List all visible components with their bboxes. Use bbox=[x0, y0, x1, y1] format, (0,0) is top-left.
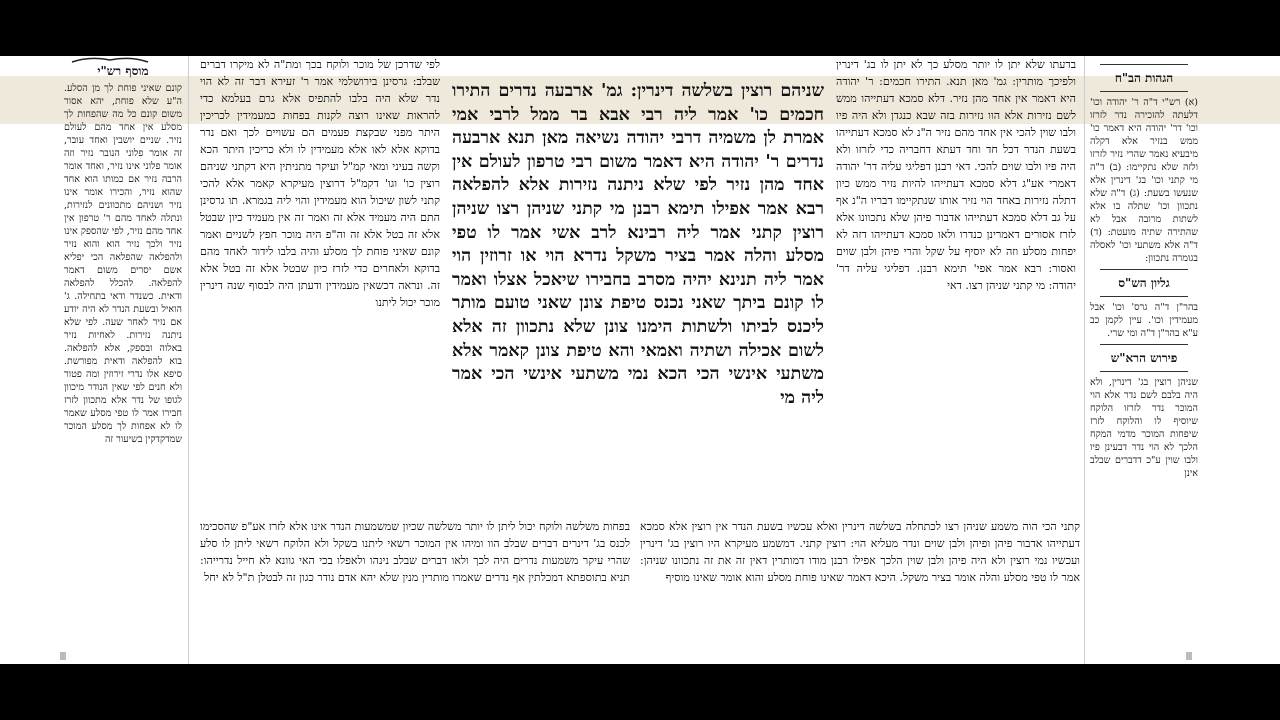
gilyon-text: בהר"ן ד"ה גרס' וכו' אבל מעמידין וכו'. עיין לקמן כב ע"א בהר"ן ד"ה ומי שרי. bbox=[1090, 302, 1198, 339]
ornament-rule bbox=[1100, 344, 1188, 345]
rashi-column bbox=[200, 56, 440, 516]
tosafot-text: בדעתו שלא יתן לו יותר מסלע כך לא יתן לו בג' דינרין ולפיכך מותרין: גמ' מאן תנא. התירו חכמים: ר' יהודה היא דאמר אין אחד מהן נזיר. דלא סמכא דעתייהו ממש לשם נזירות אלא הוו נזירות בזה שבא כנגדן ולא היה פיו ולבו שוין להכי אין אחד מהם נזיר ה"נ לא סמכא דעתייהו בשעת הנדר דכל חד וחד דעתא דחבריה כדי לזרזו ולא היה פיו ולבו שוים להכי. דאי רבנן דפליגי עליה דר' יהודה דאמרי אע"ג דלא סמכא דעתייהו להיות נזיר ממש כיון דתלה נזירות באחד הוי נזיר אותו שנתקיימו דבריו ה"נ אף על גב דלא סמכא דעתייהו אדבור פיהן שלא נתכוונו אלא לזרז אסורים דאמרינן כנדרו ולאו סמכא דעתייהו דזה לא יפחות מסלע וזה לא יוסיף על שקל והרי פיהן ולבן שוים ואסור: רבא אמר אפי' תימא רבנן. דפליגי עליה דר' יהודה: מי קתני שניהן רצו. דאי bbox=[836, 58, 1076, 292]
rosh-title: פירוש הרא"ש bbox=[1110, 351, 1178, 365]
bach-title: הגהות הב"ח bbox=[1114, 71, 1174, 85]
rosh-text: שניהן רוצין בג' דינרין, ולא היה בלבם לשם נדר אלא הוי המוכר נדר לזרזו הלוקח שיוסיף לו והלוקח לזרז שיפחות המוכר מדמי המקח הלכך לא הוי נדר דבעינן פיו ולבו שוין ע"כ דדברים שבלב אינן bbox=[1090, 377, 1198, 479]
musaf-title: מוסף רש"י bbox=[97, 64, 149, 78]
ornament-rule bbox=[1100, 371, 1188, 372]
musaf-text: קונם שאיני פוחת לך מן הסלע. ה"ע שלא פוחת, יהא אסור משום קונם כל מה שהפחות לך מסלע אין אחד מהם לעולם נזיר. שניים יושבין ואחד עובר, זה אומר פלוני הנובר נזיר וזה אומר פלוני אינו נזיר, ואחד אומר הרבה נזיר אם כמותו הוא אחד שהוא נזיר, והכירו אומר אינו נזיר ושניהם מתכוונים לנזירות, ונתלה לאחד מהם ר' טרפון אין אחד מהם נזיר, לפי שהספק אינו נזיר ולכך נזיר הוא והוא נזיר ולהפלאה שהפלאה הכי יפליא אשם יסרים משום דאמר להפלאה. להכלל להפלאה ודאית. כשנדר ודאי בתחילה. ג' הואיל ובשעת הנדר לא היה יודע אם נזיר לאחר שעה. לפי שלא ניתנה נזירות. לאחיות נזיר באלוה ובספק, אלא להפלאה. בוא להפלאה ודאית מפורשת. סיפא אלו נדרי זירוזין ומה פטור ולא חנים לפי שאין הנודר מיכוון לגופו של נדר אלא מתכוון לזרז חבירו אמר לו טפי מסלע שאמר לו לא אפחות לך מסלע המוכר שמדקדקין בשיעור זה bbox=[64, 83, 182, 445]
ornament-rule bbox=[1100, 269, 1188, 270]
divider bbox=[188, 56, 189, 664]
divider bbox=[1084, 56, 1085, 664]
rashi-bottom-text: בפחות משלשה ולוקח יכול ליתן לו יותר משלשה שכיון שמשמעות הנדר אינו אלא לזרז אע"פ שהסכימו לכנס בג' דינרים דברים שבלב הוו ומיהו אין המוכר רשאי ליתנו בשקל ולא הלוקח רשאי ליתן לו סלע שהרי עיקר משמעות נדרים היה לכך ולאו דברים שבלב נינהו ולאפלו בכי האי גוונא לא חייל נדרייהו: תניא בתוספתא דמכלתין אף נדרים שאמרו מותרין מנין שלא יהא אדם נודר כגון זה לבטלן ת"ל לא יחל bbox=[200, 520, 630, 584]
rashi-text: לפי שדרכן של מוכר ולוקח בכך ומת"ה לא מיקרו דברים שבלב: גרסינן בירושלמי אמר ר' זעירא דבר זה לא הוי נדר שלא היה בלבו להתפיס אלא גרם בעלמא כדי להראות שאינו רוצה לקנות בפחות כמעמידין לכריכין היתר מפני שבקצת פעמים הם עשויים לכך ואם נדר בדוקא אלא לאו אלא מעמידין לו ולא כריכין היתר הכא וקשה בעיני ומאי קמ"ל ועיקר מתניתין היא דקתני שניהם רוצין כו' וגו' דקמ"ל דרוצין מעיקרא קאמר אלא להכי קתני לשון שיכול הוא מעמידין והוי ליה בגמרא. תו גרסינן התם היה מעמיד אלא זה ואמר זה אין מעמיד כיון שבטל אלא זה בטל אלא זה וה"פ היה מוכר חפץ לשניים ואמר קונם שאיני פוחת לך מסלע והיה בלבו לידור לאחד מהם בדוקא ולאחרים כדי לזרז כיון שבטל אלא זה בטל אלא זה. ונראה דכשאין מעמידין ודעתן היה לבסוף שנה דינרין מוכר יכול ליתנו bbox=[200, 58, 440, 309]
tosafot-bottom bbox=[640, 518, 1080, 664]
ornament-rule bbox=[1100, 64, 1188, 65]
talmud-page bbox=[0, 56, 1280, 664]
gemara-column bbox=[452, 80, 824, 520]
ornament-rule bbox=[1100, 296, 1188, 297]
page-edge-mark bbox=[1186, 652, 1192, 660]
ornament-rule bbox=[1100, 91, 1188, 92]
bach-column bbox=[1090, 60, 1198, 660]
page-edge-mark bbox=[60, 652, 66, 660]
bach-text: (א) רש"י ד"ה ר' יהודה וכו' דלעתה להזכירה נדר לזרזו וכו' דר' יהודה היא דאמר כו' ממש בנזיר אלא דקלה מיבעיא נאמר שהרי נזיר לזרזו ולזה שלא נתקיימו: (ב) ד"ה מי קתני וכו' בג' דינרין אלא שנעשו בשעת: (ג) ד"ה שלא נתכוון וכו' שתלה בו אלא לשתות מרובה אבל לא שהתירה שתיה מועטת: (ד) ד"ה אלא משתעי וכו' לאסלה בגומרה נתכוון: bbox=[1090, 97, 1198, 264]
musaf-rashi-column bbox=[64, 60, 182, 660]
rashi-bottom bbox=[200, 518, 630, 664]
gilyon-title: גליון הש"ס bbox=[1118, 276, 1170, 290]
tosafot-bottom-text: קתני הכי הוה משמע שניהן רצו לכתחלה בשלשה דינרין ואלא עכשיו בשעת הנדר אין רוצין אלא סמכא דעתייהו אדבור פיהן ופיהן ולבן שוים ונדר מעליא הוי: רוצין קתני. דמשמע מעיקרא היו רוצין בג' דינרין ועכשיו נמי רוצין ולא היה פיהן ולבן שוין הלכך אפילו רבנן מודו דמותרין דאין זה את זה נתכוונו שניהן: אמר לו טפי מסלע והלה אומר בציר משקל. היכא דאמר שאינו פוחת מסלע והוא אומר שאינו מוסיף bbox=[640, 520, 1080, 584]
gemara-text: שניהם רוצין בשלשה דינרין: גמ' ארבעה נדרים התירו חכמים כו' אמר ליה רבי אבא בר ממל לרבי אמי אמרת לן משמיה דרבי יהודה נשיאה מאן תנא ארבעה נדרים ר' יהודה היא דאמר משום רבי טרפון לעולם אין אחד מהן נזיר לפי שלא ניתנה נזירות אלא להפלאה רבא אמר אפילו תימא רבנן מי קתני שניהן רצו שניהן רוצין קתני אמר ליה רבינא לרב אשי אמר לו טפי מסלע והלה אמר בציר משקל נדרא הוי או זרוזין הוי אמר ליה תנינא יהיה מסרב בחבירו שיאכל אצלו ואמר לו קונם ביתך שאני נכנס טיפת צונן שאני טועם מותר ליכנס לביתו ולשתות הימנו צונן שלא נתכוון זה אלא לשום אכילה ושתיה ואמאי והא טיפת צונן קאמר אלא משתעי אינשי הכי הכא נמי משתעי אינשי הכי אמר ליה מי bbox=[452, 81, 824, 408]
